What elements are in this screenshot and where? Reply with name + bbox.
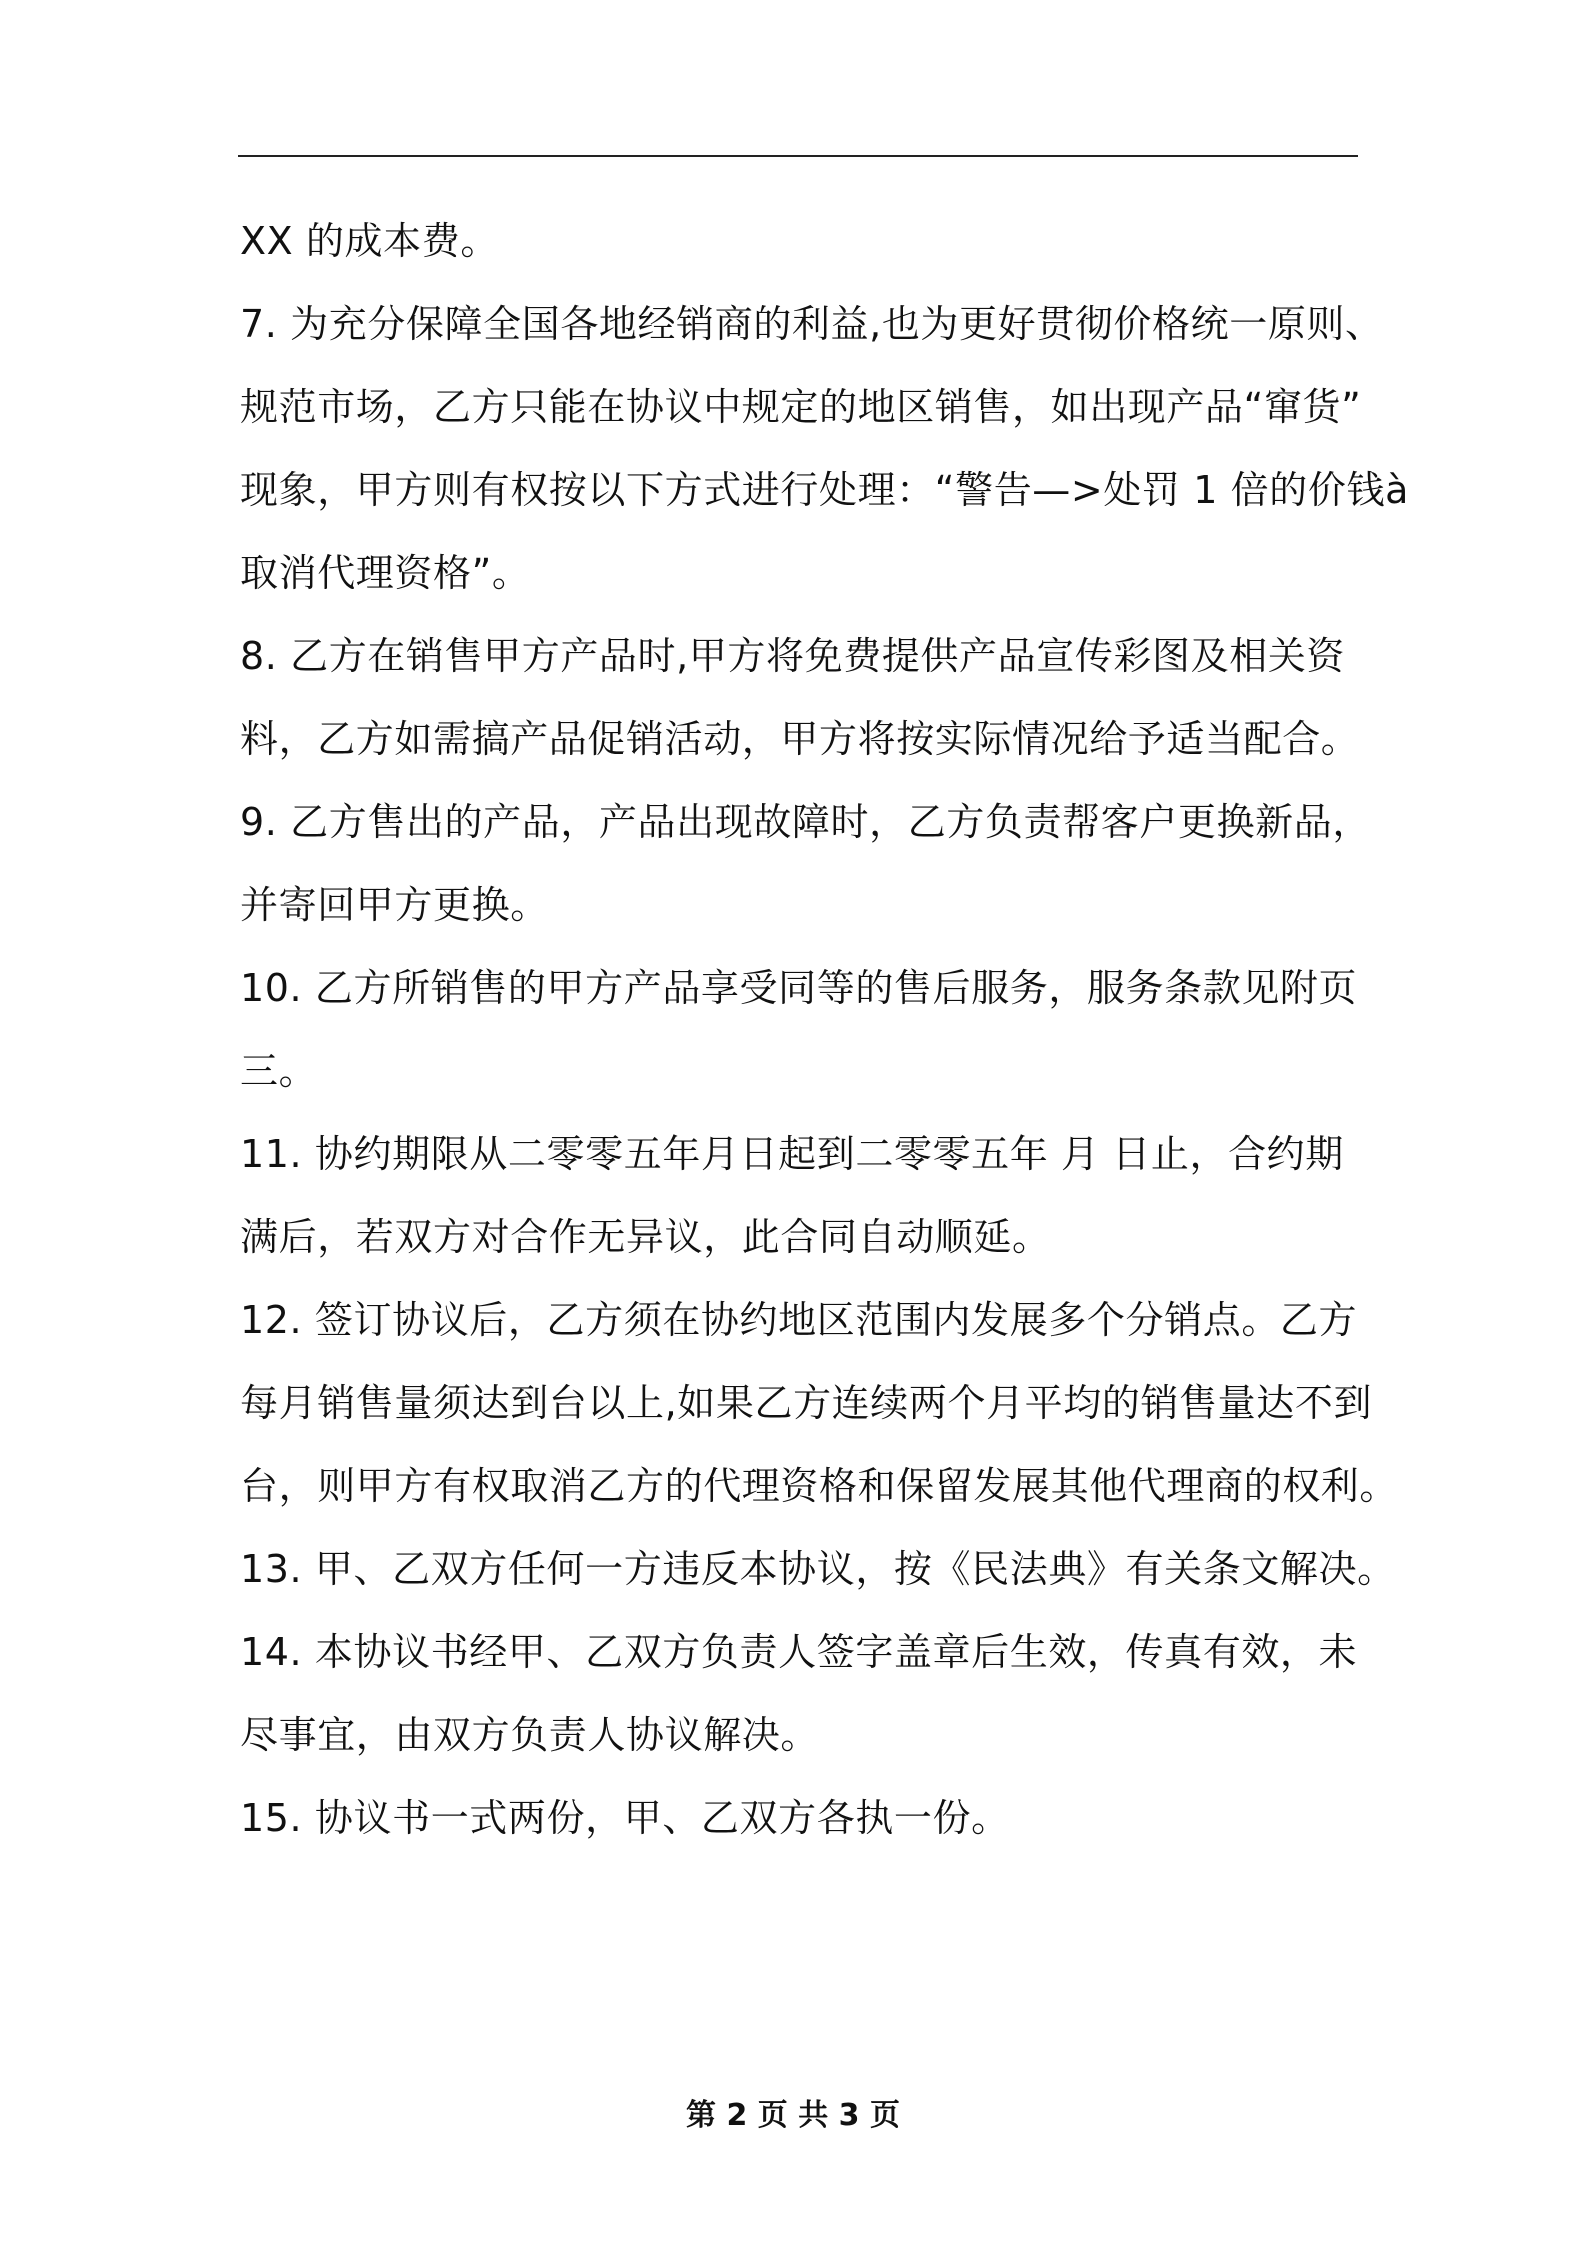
text-line: 10. 乙方所销售的甲方产品享受同等的售后服务，服务条款见附页 <box>240 966 1358 1010</box>
text-line: 8. 乙方在销售甲方产品时,甲方将免费提供产品宣传彩图及相关资 <box>240 634 1346 678</box>
text-line: 14. 本协议书经甲、乙双方负责人签字盖章后生效，传真有效，未 <box>240 1630 1358 1674</box>
text-line: 尽事宜，由双方负责人协议解决。 <box>240 1713 820 1757</box>
text-line: 取消代理资格”。 <box>240 551 531 595</box>
document-body <box>240 200 1409 1860</box>
text-line: 三。 <box>240 1049 318 1093</box>
header-rule <box>238 155 1358 157</box>
text-line: 12. 签订协议后，乙方须在协约地区范围内发展多个分销点。乙方 <box>240 1298 1358 1342</box>
text-line: 11. 协约期限从二零零五年月日起到二零零五年 月 日止，合约期 <box>240 1132 1344 1176</box>
text-line: 满后，若双方对合作无异议，此合同自动顺延。 <box>240 1215 1051 1259</box>
text-line: 规范市场，乙方只能在协议中规定的地区销售，如出现产品“窜货” <box>240 385 1362 429</box>
text-line: XX 的成本费。 <box>240 219 499 263</box>
text-line: 每月销售量须达到台以上,如果乙方连续两个月平均的销售量达不到 <box>240 1381 1373 1425</box>
text-line: 15. 协议书一式两份，甲、乙双方各执一份。 <box>240 1796 1010 1840</box>
text-line: 料，乙方如需搞产品促销活动，甲方将按实际情况给予适当配合。 <box>240 717 1360 761</box>
text-line: 现象，甲方则有权按以下方式进行处理：“警告—>处罚 1 倍的价钱à <box>240 468 1409 512</box>
text-line: 并寄回甲方更换。 <box>240 883 549 927</box>
text-line: 7. 为充分保障全国各地经销商的利益,也为更好贯彻价格统一原则、 <box>240 302 1384 346</box>
text-line: 台，则甲方有权取消乙方的代理资格和保留发展其他代理商的权利。 <box>240 1464 1399 1508</box>
page-number-footer: 第 2 页 共 3 页 <box>686 2098 900 2133</box>
text-line: 13. 甲、乙双方任何一方违反本协议，按《民法典》有关条文解决。 <box>240 1547 1396 1591</box>
text-line: 9. 乙方售出的产品，产品出现故障时，乙方负责帮客户更换新品， <box>240 800 1371 844</box>
